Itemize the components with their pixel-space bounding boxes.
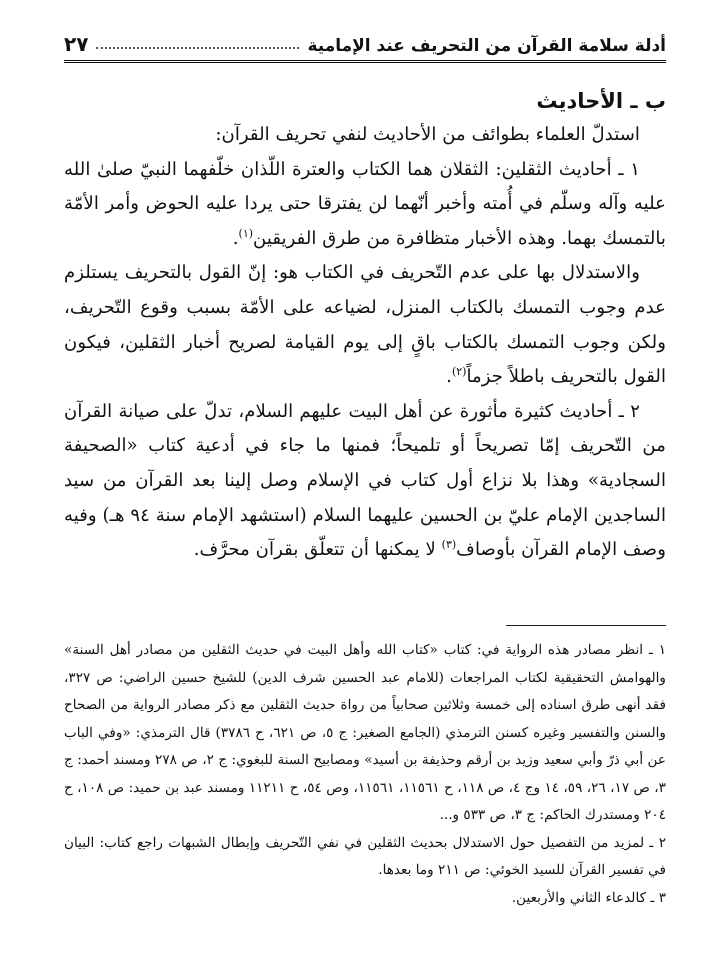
footnote-2: ٢ ـ لمزيد من التفصيل حول الاستدلال بحديث الثقلين في نفي التّحريف وإبطال الشبهات راجع كتاب: البيان في تفسير القرآن للسيد الخوئي: ص ٢١١ وما بعدها. — [64, 834, 666, 878]
footnotes — [64, 637, 666, 912]
footnote-3: ٣ ـ كالدعاء الثاني والأربعين. — [511, 889, 666, 906]
page-number: ٢٧ — [64, 32, 89, 56]
paragraph-text: ١ ـ أحاديث الثقلين: الثقلان هما الكتاب والعترة اللّذان خلّفهما النبيّ صلىٰ الله عليه وآله وسلّم في أُمته وأخبر أنّهما لن يفترقا حتى يردا عليه الحوض وأمر الأمّة بالتمسك بهما. وهذه الأخبار متظافرة من طرق الفريقين — [64, 158, 666, 249]
paragraph-argument: والاستدلال بها على عدم التّحريف في الكتاب هو: إنّ القول بالتحريف يستلزم عدم وجوب التمسك بالكتاب المنزل، لضياعه على الأمّة بسبب وقوع التّحريف، ولكن وجوب التمسك بالكتاب باقٍ إلى يوم القيامة لصريح أخبار الثقلين، فيكون القول بالتحريف باطلاً جزماً$^{(٢)}$. — [64, 262, 666, 388]
paragraph-ahl-al-bayt — [64, 395, 666, 568]
section-heading: ب ـ الأحاديث — [536, 89, 666, 113]
dotted-leader — [96, 47, 299, 49]
footnote-ref-2[interactable]: (٢) — [451, 365, 467, 379]
page-header — [64, 22, 666, 63]
paragraph-text: ٢ ـ أحاديث كثيرة مأثورة عن أهل البيت عليهم السلام، تدلّ على صيانة القرآن من التّحريف إمّا تصريحاً أو تلميحاً؛ فمنها ما جاء في أدعية كتاب «الصحيفة السجادية» وهذا بلا نزاع أول كتاب في الإسلام وصل إلينا بعد القرآن من سيد الساجدين الإمام عليّ بن الحسين عليهما السلام (استشهد الإمام سنة ٩٤ هـ) وفيه وصف الإمام القرآن بأوصاف — [64, 400, 666, 561]
running-title: أدلة سلامة القرآن من التحريف عند الإمامية — [307, 36, 666, 56]
intro-paragraph: استدلّ العلماء بطوائف من الأحاديث لنفي تحريف القرآن: — [215, 124, 640, 145]
main-text — [64, 84, 666, 568]
footnote-ref-1[interactable]: (١) — [238, 226, 254, 240]
paragraph-thaqalayn: ١ ـ أحاديث الثقلين: الثقلان هما الكتاب والعترة اللّذان خلّفهما النبيّ صلىٰ الله عليه وآله وسلّم في أُمته وأخبر أنّهما لن يفترقا حتى يردا عليه الحوض وأمر الأمّة بالتمسك بهما. وهذه الأخبار متظافرة من طرق الفريقين$^{(١)}$. — [64, 158, 666, 249]
footnote-ref-3[interactable]: (٣) — [441, 538, 457, 552]
footnote-1: ١ ـ انظر مصادر هذه الرواية في: كتاب «كتاب الله وأهل البيت في حديث الثقلين من مصادر أهل السنة» والهوامش التحقيقية لكتاب المراجعات (للامام عبد الحسين شرف الدين) للشيخ حسين الراضي: ص ٣٢٧، فقد أنهى طرق اسناده إلى خمسة وثلاثين صحابياً من رواة حديث الثقلين مع ذكر مصادر الرواية من الصحاح والسنن والتفسير وغيره كسنن الترمذي (الجامع الصغير: ج ٥، ص ٦٢١، ح ٣٧٨٦) قال الترمذي: «وفي الباب عن أبي ذرّ وأبي سعيد وزيد بن أرقم وحذيفة بن أسيد» ومصابيح السنة للبغوي: ج ٢، ص ٢٧٨ ومسند أحمد: ج ٣، ص ١٧، ٢٦، ٥٩، ١٤ وج ٤، ص ١١٨، ح ١١٥٦١، ١١٥٦١، وص ٥٤، ح ١١٢١١ ومسند عبد بن حميد: ص ١٠٨، ح ٢٠٤ ومستدرك الحاكم: ج ٣، ص ٥٣٣ و... — [64, 642, 667, 823]
paragraph-text-end: لا يمكنها أن تتعلّق بقرآن محرَّف. — [193, 539, 442, 561]
footnote-separator — [506, 625, 666, 626]
paragraph-text: والاستدلال بها على عدم التّحريف في الكتاب هو: إنّ القول بالتحريف يستلزم عدم وجوب التمسك بالكتاب المنزل، لضياعه على الأمّة بسبب وقوع التّحريف، ولكن وجوب التمسك بالكتاب باقٍ إلى يوم القيامة لصريح أخبار الثقلين، فيكون القول بالتحريف باطلاً جزماً — [64, 262, 666, 388]
